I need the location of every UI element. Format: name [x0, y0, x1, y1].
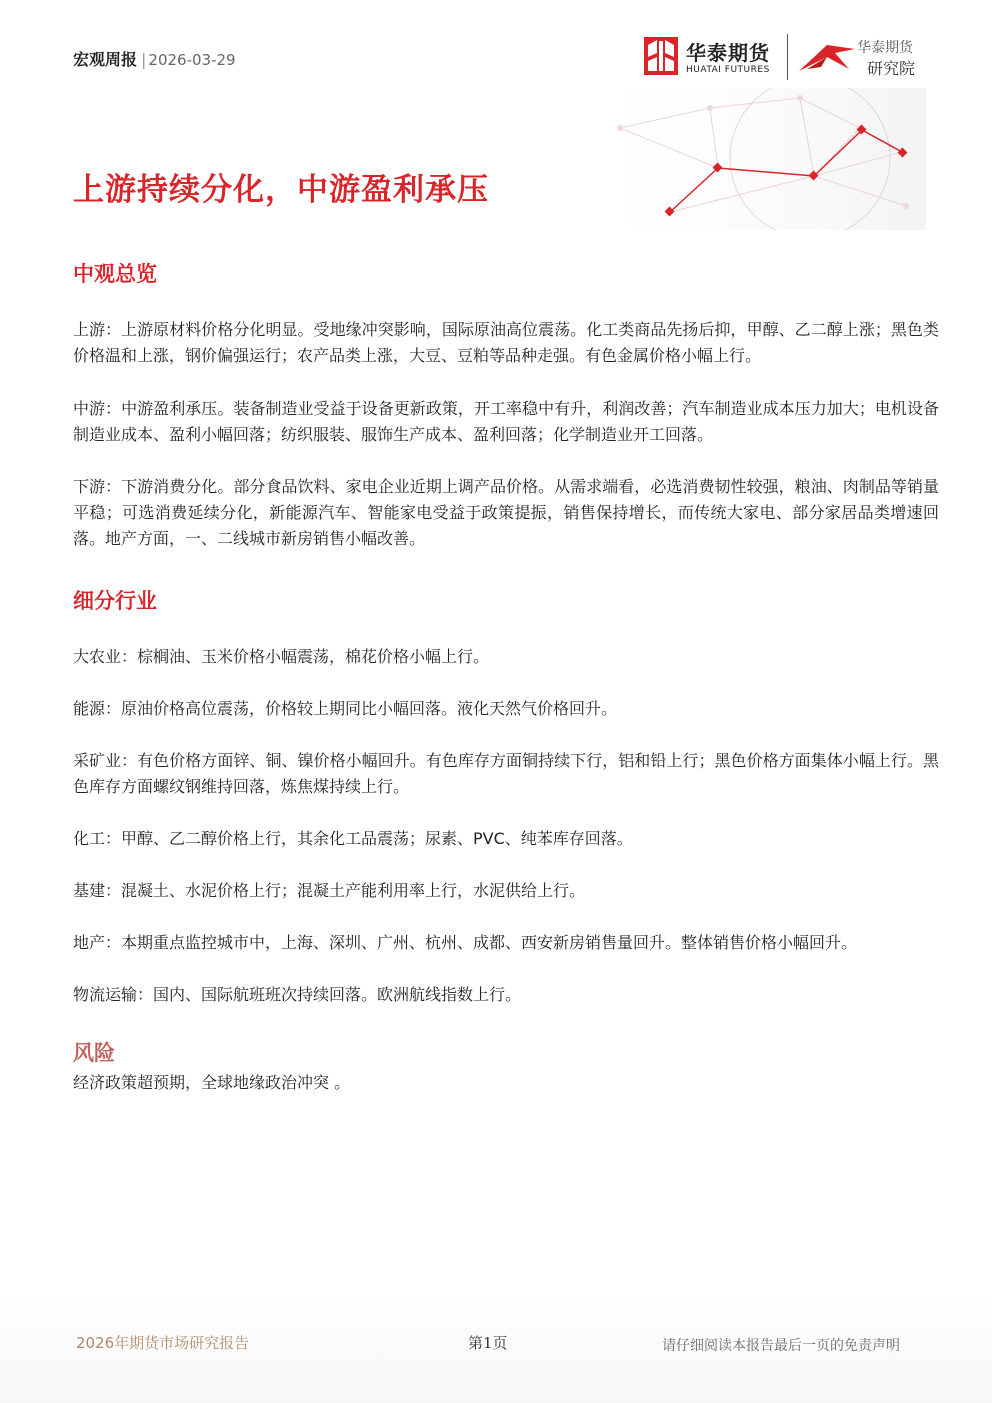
industry-mining: 采矿业：有色价格方面锌、铜、镍价格小幅回升。有色库存方面铜持续下行，铝和铅上行；黑色价格方面集体小幅上行。黑色库存方面螺纹钢维持回落，炼焦煤持续上行。 [73, 751, 939, 796]
industry-real-estate: 地产：本期重点监控城市中，上海、深圳、广州、杭州、成都、西安新房销售量回升。整体销售价格小幅回升。 [73, 933, 858, 952]
industry-logistics: 物流运输：国内、国际航班班次持续回落。欧洲航线指数上行。 [73, 985, 522, 1004]
risk-heading: 风险 [73, 1041, 115, 1065]
institute-company-name: 华泰期货 [857, 40, 913, 56]
logo-english-name: HUATAI FUTURES [686, 65, 770, 75]
industry-agriculture: 大农业：棕榈油、玉米价格小幅震荡，棉花价格小幅上行。 [73, 647, 490, 666]
footer-disclaimer-note: 请仔细阅读本报告最后一页的免责声明 [662, 1338, 900, 1354]
report-header [73, 47, 236, 70]
page-number: 第1页 [468, 1334, 508, 1352]
report-date: 2026-03-29 [148, 51, 236, 69]
industry-infrastructure: 基建：混凝土、水泥价格上行；混凝土产能利用率上行，水泥供给上行。 [73, 881, 586, 900]
overview-downstream: 下游：下游消费分化。部分食品饮料、家电企业近期上调产品价格。从需求端看，必选消费韧性较强，粮油、肉制品等销量平稳；可选消费延续分化，新能源汽车、智能家电受益于政策提振，销售保持增长，而传统大家电、部分家居品类增速回落。地产方面，一、二线城市新房销售小幅改善。 [73, 477, 939, 548]
overview-midstream: 中游：中游盈利承压。装备制造业受益于设备更新政策，开工率稳中有升，利润改善；汽车制造业成本压力加大；电机设备制造业成本、盈利小幅回落；纺织服装、服饰生产成本、盈利回落；化学制造业开工回落。 [73, 399, 939, 444]
industry-energy: 能源：原油价格高位震荡，价格较上期同比小幅回落。液化天然气价格回升。 [73, 699, 618, 718]
logo-chinese-name: 华泰期货 [686, 41, 770, 65]
huatai-logo [644, 37, 784, 81]
page-title: 上游持续分化，中游盈利承压 [73, 172, 489, 208]
report-type: 宏观周报 [73, 50, 138, 69]
industry-chemical: 化工：甲醇、乙二醇价格上行，其余化工品震荡；尿素、PVC、纯苯库存回落。 [73, 829, 633, 848]
huatai-logo-icon [644, 37, 678, 75]
overview-heading: 中观总览 [73, 262, 157, 286]
industries-heading: 细分行业 [73, 589, 157, 613]
header-banner-graphic [560, 88, 926, 230]
research-institute-logo [797, 37, 927, 81]
risk-text: 经济政策超预期，全球地缘政治冲突 。 [73, 1073, 351, 1092]
institute-name: 研究院 [867, 59, 916, 78]
footer-report-name: 2026年期货市场研究报告 [76, 1334, 250, 1352]
overview-upstream: 上游：上游原材料价格分化明显。受地缘冲突影响，国际原油高位震荡。化工类商品先扬后抑，甲醇、乙二醇上涨；黑色类价格温和上涨，钢价偏强运行；农产品类上涨，大豆、豆粕等品种走强。有色金属价格小幅上行。 [73, 320, 939, 365]
logo-divider [787, 34, 788, 80]
header-separator: | [141, 50, 147, 69]
institute-bird-icon [797, 39, 857, 75]
